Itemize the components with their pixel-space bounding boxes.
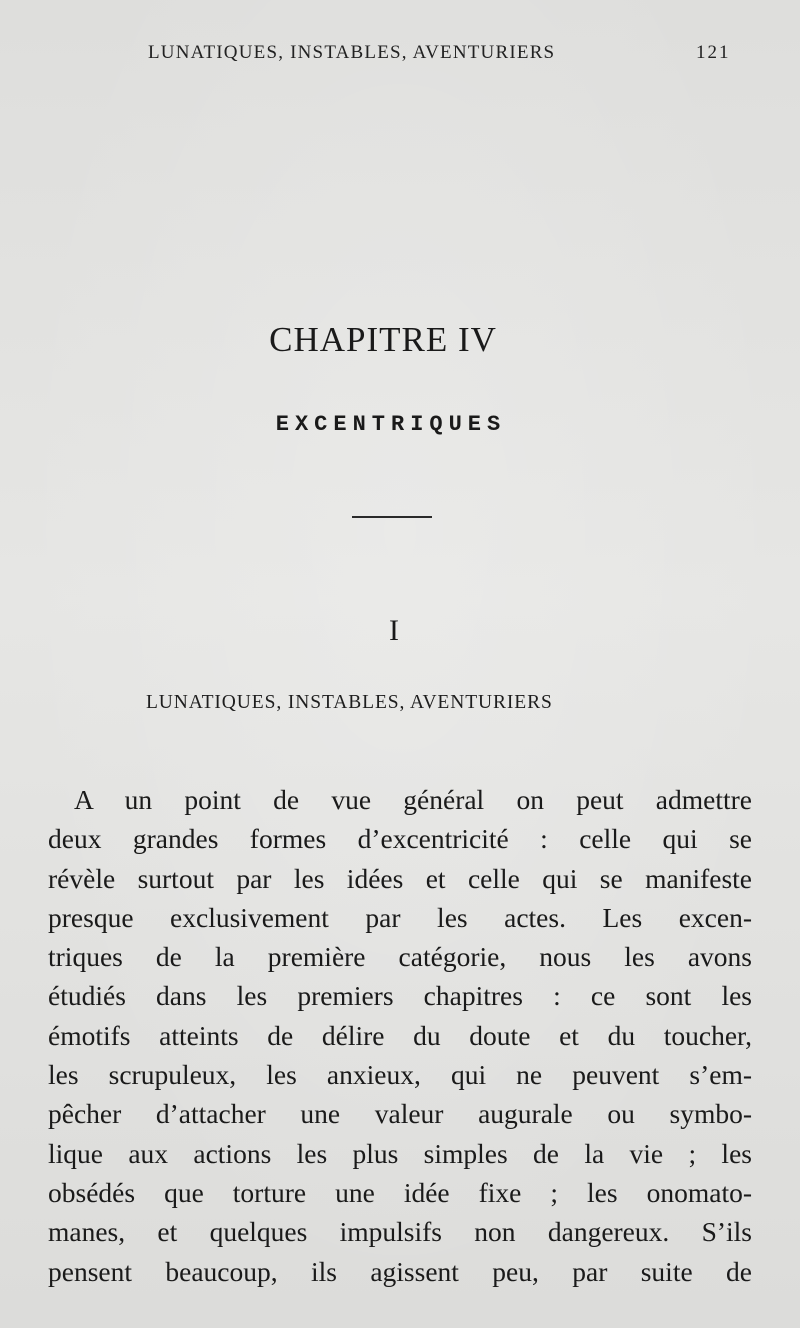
body-line: étudiés dans les premiers chapitres : ce sont les bbox=[48, 980, 752, 1012]
body-line: triques de la première catégorie, nous les avons bbox=[48, 941, 752, 973]
body-line: pêcher d’attacher une valeur augurale ou symbo- bbox=[48, 1098, 752, 1130]
section-title: LUNATIQUES, INSTABLES, AVENTURIERS bbox=[146, 692, 553, 713]
body-line: révèle surtout par les idées et celle qui se manifeste bbox=[48, 862, 752, 894]
section-number: I bbox=[389, 614, 399, 647]
body-paragraph bbox=[48, 780, 752, 1291]
body-line: lique aux actions les plus simples de la vie ; les bbox=[48, 1137, 752, 1169]
section-divider-rule bbox=[352, 516, 432, 518]
chapter-title: CHAPITRE IV bbox=[269, 320, 497, 359]
chapter-subtitle: EXCENTRIQUES bbox=[275, 412, 507, 437]
body-line: A un point de vue général on peut admettre bbox=[74, 784, 752, 815]
body-line: obsédés que torture une idée fixe ; les onomato- bbox=[48, 1176, 752, 1208]
body-line: les scrupuleux, les anxieux, qui ne peuvent s’em- bbox=[48, 1059, 752, 1091]
running-header-title: LUNATIQUES, INSTABLES, AVENTURIERS bbox=[148, 42, 556, 63]
body-line: pensent beaucoup, ils agissent peu, par suite de bbox=[48, 1255, 752, 1287]
body-line: manes, et quelques impulsifs non dangereux. S’ils bbox=[48, 1216, 752, 1248]
body-line: deux grandes formes d’excentricité : celle qui se bbox=[48, 823, 752, 855]
page-number: 121 bbox=[696, 42, 731, 63]
body-line: émotifs atteints de délire du doute et du toucher, bbox=[48, 1019, 752, 1051]
body-line: presque exclusivement par les actes. Les excen- bbox=[48, 901, 752, 933]
